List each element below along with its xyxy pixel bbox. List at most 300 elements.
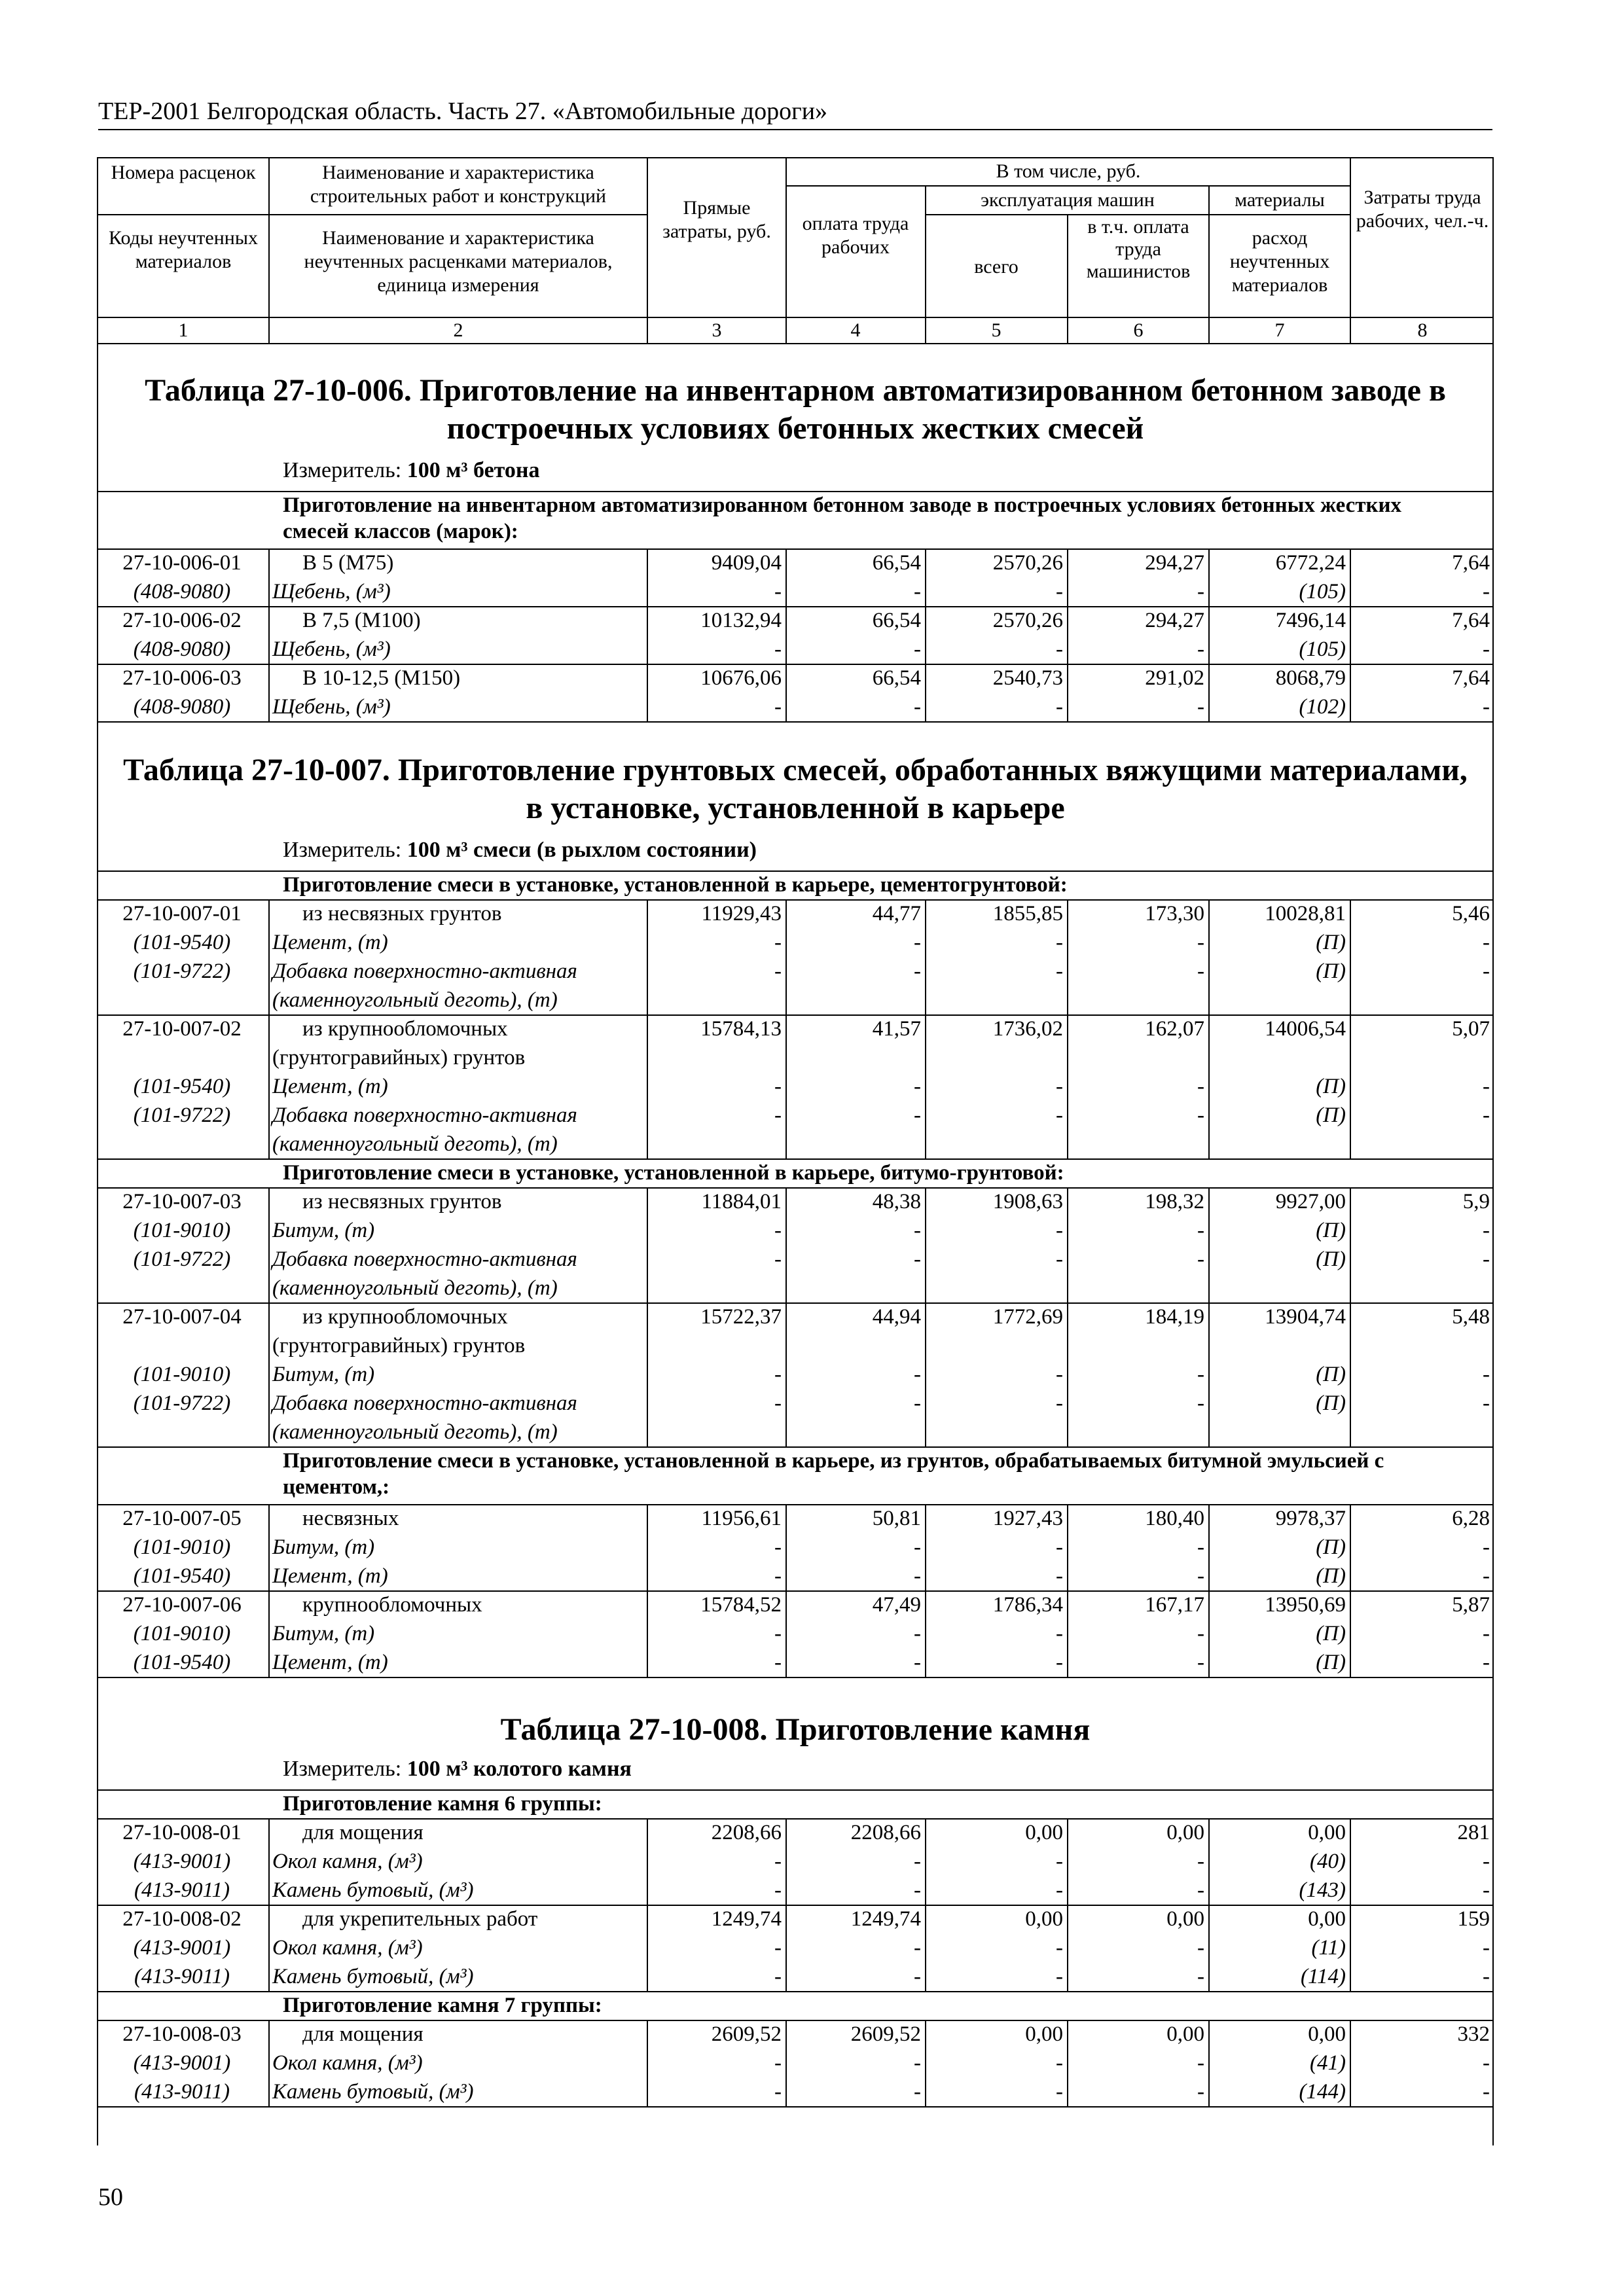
- rate-value-col7: 9978,37: [1275, 1507, 1346, 1530]
- material-code: (101-9540): [133, 1564, 231, 1588]
- rate-value-col5: 2540,73: [992, 666, 1063, 690]
- column-rule: [647, 1014, 648, 1158]
- material-name: Битум, (т): [272, 1622, 375, 1645]
- rate-value-col3: 10676,06: [700, 666, 782, 690]
- material-value-col8: -: [1483, 2080, 1490, 2104]
- material-value-col5: -: [1056, 1075, 1063, 1098]
- material-value-col4: -: [914, 1535, 921, 1559]
- column-rule: [647, 548, 648, 606]
- column-rule: [268, 1905, 270, 1991]
- rate-value-col6: 162,07: [1145, 1017, 1204, 1041]
- material-value-col5: -: [1056, 2080, 1063, 2104]
- material-value-col3: -: [774, 1363, 782, 1386]
- table-rule: [97, 1677, 1494, 1678]
- material-value-col6: -: [1197, 2080, 1204, 2104]
- rate-value-col7: 9927,00: [1275, 1190, 1346, 1213]
- rate-code: 27-10-008-01: [122, 1821, 242, 1844]
- rate-name: из крупнообломочных: [302, 1305, 508, 1329]
- column-rule: [785, 606, 787, 664]
- column-rule: [1067, 899, 1068, 1014]
- rate-code: 27-10-008-03: [122, 2022, 242, 2046]
- column-rule: [268, 2020, 270, 2106]
- rate-value-col3: 11956,61: [701, 1507, 782, 1530]
- column-rule: [1350, 548, 1351, 606]
- rate-value-col7: 0,00: [1308, 2022, 1346, 2046]
- header-divider: [925, 185, 926, 344]
- header-machines-wages: в т.ч. оплата труда машинистов: [1086, 216, 1191, 282]
- column-rule: [1067, 1905, 1068, 1991]
- material-value-col4: -: [914, 1363, 921, 1386]
- column-rule: [647, 1590, 648, 1677]
- material-value-col6: -: [1197, 1247, 1204, 1271]
- material-value-col3: -: [774, 960, 782, 983]
- material-value-col7: (105): [1299, 580, 1346, 603]
- measurer-value: 100 м³ смеси (в рыхлом состоянии): [406, 838, 757, 862]
- rate-value-col8: 7,64: [1452, 609, 1490, 632]
- material-code: (408-9080): [133, 695, 231, 719]
- material-value-col7: (П): [1316, 1535, 1346, 1559]
- rate-value-col7: 0,00: [1308, 1821, 1346, 1844]
- column-rule: [647, 1504, 648, 1590]
- rate-name-cont: (грунтогравийных) грунтов: [272, 1334, 526, 1357]
- column-rule: [268, 548, 270, 606]
- material-value-col3: -: [774, 1965, 782, 1988]
- material-value-col8: -: [1483, 695, 1490, 719]
- material-value-col7: (П): [1316, 1651, 1346, 1674]
- column-rule: [268, 1818, 270, 1905]
- material-name: Окол камня, (м³): [272, 2051, 423, 2075]
- header-num-8: 8: [1417, 319, 1428, 341]
- column-rule: [785, 1187, 787, 1302]
- page-number: 50: [98, 2183, 123, 2211]
- rate-value-col5: 0,00: [1025, 1821, 1063, 1844]
- rate-value-col8: 7,64: [1452, 666, 1490, 690]
- rate-value-col7: 13904,74: [1265, 1305, 1346, 1329]
- material-value-col4: -: [914, 2080, 921, 2104]
- column-rule: [268, 1590, 270, 1677]
- column-rule: [1067, 1302, 1068, 1446]
- rate-code: 27-10-007-05: [122, 1507, 242, 1530]
- column-rule: [1208, 1014, 1210, 1158]
- rate-value-col6: 294,27: [1145, 609, 1204, 632]
- material-value-col7: (41): [1310, 2051, 1346, 2075]
- column-rule: [1208, 1905, 1210, 1991]
- material-value-col5: -: [1056, 1103, 1063, 1127]
- material-name: Камень бутовый, (м³): [272, 1878, 474, 1902]
- material-value-col4: -: [914, 1219, 921, 1242]
- material-name: Добавка поверхностно-активная: [272, 960, 577, 983]
- rate-name: из несвязных грунтов: [302, 1190, 502, 1213]
- material-value-col4: -: [914, 931, 921, 954]
- rate-value-col3: 10132,94: [700, 609, 782, 632]
- rate-value-col4: 1249,74: [850, 1907, 921, 1931]
- column-rule: [925, 2020, 926, 2106]
- column-rule: [925, 1818, 926, 1905]
- header-col2-top: Наименование и характеристика строительных работ и конструкций: [310, 162, 607, 207]
- material-name-cont: (каменноугольный деготь), (т): [272, 1276, 558, 1300]
- column-rule: [925, 1014, 926, 1158]
- rate-value-col6: 0,00: [1166, 1821, 1204, 1844]
- rate-name: из несвязных грунтов: [302, 902, 502, 925]
- rate-code: 27-10-006-01: [122, 551, 242, 575]
- material-value-col3: -: [774, 931, 782, 954]
- column-rule: [268, 606, 270, 664]
- material-value-col6: -: [1197, 1219, 1204, 1242]
- table-measurer: [283, 458, 540, 483]
- material-value-col3: -: [774, 695, 782, 719]
- table-rule: [97, 2106, 1494, 2108]
- measurer-label: Измеритель:: [283, 838, 407, 862]
- rate-value-col4: 48,38: [872, 1190, 921, 1213]
- material-name-cont: (каменноугольный деготь), (т): [272, 988, 558, 1012]
- material-value-col4: -: [914, 960, 921, 983]
- material-value-col6: -: [1197, 1103, 1204, 1127]
- rate-value-col6: 0,00: [1166, 2022, 1204, 2046]
- rate-value-col7: 0,00: [1308, 1907, 1346, 1931]
- material-value-col4: -: [914, 637, 921, 661]
- column-rule: [785, 1014, 787, 1158]
- column-rule: [1350, 1818, 1351, 1905]
- rate-code: 27-10-007-02: [122, 1017, 242, 1041]
- header-col3: Прямые затраты, руб.: [662, 197, 771, 242]
- material-name: Цемент, (т): [272, 1075, 388, 1098]
- material-value-col8: -: [1483, 1219, 1490, 1242]
- material-value-col4: -: [914, 1622, 921, 1645]
- material-value-col3: -: [774, 637, 782, 661]
- column-rule: [1208, 899, 1210, 1014]
- material-value-col7: (П): [1316, 960, 1346, 983]
- column-rule: [1350, 664, 1351, 721]
- rate-value-col3: 1249,74: [711, 1907, 782, 1931]
- rate-value-col5: 1786,34: [992, 1593, 1063, 1617]
- column-rule: [1208, 548, 1210, 606]
- column-rule: [785, 899, 787, 1014]
- rate-value-col6: 198,32: [1145, 1190, 1204, 1213]
- material-code: (101-9010): [133, 1363, 231, 1386]
- rate-name: для мощения: [302, 1821, 424, 1844]
- rate-value-col4: 44,94: [872, 1305, 921, 1329]
- material-value-col3: -: [774, 2051, 782, 2075]
- material-code: (101-9540): [133, 1075, 231, 1098]
- rate-value-col4: 66,54: [872, 551, 921, 575]
- header-incl: В том числе, руб.: [996, 160, 1141, 182]
- material-value-col6: -: [1197, 1075, 1204, 1098]
- material-value-col6: -: [1197, 695, 1204, 719]
- material-code: (413-9001): [133, 1936, 231, 1960]
- material-value-col6: -: [1197, 931, 1204, 954]
- material-value-col6: -: [1197, 1363, 1204, 1386]
- material-name: Камень бутовый, (м³): [272, 1965, 474, 1988]
- rate-value-col4: 50,81: [872, 1507, 921, 1530]
- material-value-col4: -: [914, 2051, 921, 2075]
- column-rule: [1067, 2020, 1068, 2106]
- material-value-col8: -: [1483, 1535, 1490, 1559]
- material-value-col7: (П): [1316, 1363, 1346, 1386]
- material-value-col3: -: [774, 1936, 782, 1960]
- material-value-col8: -: [1483, 1622, 1490, 1645]
- column-rule: [925, 548, 926, 606]
- rate-code: 27-10-008-02: [122, 1907, 242, 1931]
- column-rule: [647, 1187, 648, 1302]
- material-name: Добавка поверхностно-активная: [272, 1391, 577, 1415]
- column-rule: [647, 606, 648, 664]
- column-rule: [268, 1504, 270, 1590]
- material-code: (413-9001): [133, 1850, 231, 1873]
- material-name-cont: (каменноугольный деготь), (т): [272, 1132, 558, 1156]
- material-value-col4: -: [914, 1075, 921, 1098]
- material-value-col6: -: [1197, 1850, 1204, 1873]
- material-name: Цемент, (т): [272, 1564, 388, 1588]
- header-col2-bottom: Наименование и характеристика неучтенных расценками материалов, единица измерения: [304, 227, 613, 296]
- material-value-col8: -: [1483, 1247, 1490, 1271]
- material-value-col7: (П): [1316, 1564, 1346, 1588]
- material-value-col7: (П): [1316, 1622, 1346, 1645]
- material-value-col8: -: [1483, 1391, 1490, 1415]
- material-value-col6: -: [1197, 1878, 1204, 1902]
- material-value-col3: -: [774, 1622, 782, 1645]
- header-machines: эксплуатация машин: [981, 189, 1155, 211]
- material-value-col5: -: [1056, 1247, 1063, 1271]
- material-value-col5: -: [1056, 1219, 1063, 1242]
- column-rule: [785, 1504, 787, 1590]
- rate-value-col3: 15722,37: [700, 1305, 782, 1329]
- column-rule: [1208, 1818, 1210, 1905]
- header-num-5: 5: [991, 319, 1001, 341]
- material-value-col5: -: [1056, 1965, 1063, 1988]
- column-rule: [1067, 1504, 1068, 1590]
- column-rule: [1067, 1014, 1068, 1158]
- column-rule: [647, 899, 648, 1014]
- column-rule: [268, 1014, 270, 1158]
- material-name: Цемент, (т): [272, 1651, 388, 1674]
- material-value-col3: -: [774, 1103, 782, 1127]
- material-name: Окол камня, (м³): [272, 1850, 423, 1873]
- rate-code: 27-10-006-03: [122, 666, 242, 690]
- material-value-col3: -: [774, 1247, 782, 1271]
- material-value-col6: -: [1197, 1622, 1204, 1645]
- material-value-col3: -: [774, 1219, 782, 1242]
- material-value-col8: -: [1483, 1936, 1490, 1960]
- column-rule: [925, 1187, 926, 1302]
- rate-name-cont: (грунтогравийных) грунтов: [272, 1046, 526, 1069]
- header-divider: [97, 317, 1494, 318]
- header-divider: [1067, 214, 1068, 344]
- material-value-col5: -: [1056, 2051, 1063, 2075]
- material-value-col8: -: [1483, 1878, 1490, 1902]
- column-rule: [1208, 664, 1210, 721]
- rate-value-col6: 294,27: [1145, 551, 1204, 575]
- material-value-col8: -: [1483, 637, 1490, 661]
- rate-code: 27-10-006-02: [122, 609, 242, 632]
- rate-name: для укрепительных работ: [302, 1907, 538, 1931]
- column-rule: [785, 1905, 787, 1991]
- column-rule: [785, 548, 787, 606]
- header-num-3: 3: [712, 319, 722, 341]
- rate-value-col4: 47,49: [872, 1593, 921, 1617]
- material-name: Цемент, (т): [272, 931, 388, 954]
- rate-value-col5: 1772,69: [992, 1305, 1063, 1329]
- column-rule: [785, 1818, 787, 1905]
- rate-value-col5: 2570,26: [992, 609, 1063, 632]
- rate-name: из крупнообломочных: [302, 1017, 508, 1041]
- rate-value-col5: 2570,26: [992, 551, 1063, 575]
- section-heading: Приготовление смеси в установке, установленной в карьере, битумо-грунтовой:: [283, 1161, 1064, 1185]
- column-rule: [1067, 606, 1068, 664]
- material-value-col3: -: [774, 1850, 782, 1873]
- material-name: Добавка поверхностно-активная: [272, 1247, 577, 1271]
- material-code: (101-9010): [133, 1219, 231, 1242]
- material-value-col6: -: [1197, 1535, 1204, 1559]
- material-code: (413-9011): [134, 1878, 230, 1902]
- material-name: Щебень, (м³): [272, 580, 391, 603]
- column-rule: [925, 1905, 926, 1991]
- column-rule: [1350, 1504, 1351, 1590]
- measurer-value: 100 м³ колотого камня: [406, 1757, 632, 1781]
- material-value-col8: -: [1483, 1075, 1490, 1098]
- material-code: (413-9001): [133, 2051, 231, 2075]
- rate-name: крупнообломочных: [302, 1593, 482, 1617]
- rate-value-col3: 9409,04: [711, 551, 782, 575]
- header-col1-top: Номера расценок: [111, 162, 256, 183]
- header-num-7: 7: [1274, 319, 1285, 341]
- rate-name: В 10-12,5 (М150): [302, 666, 461, 690]
- header-divider: [97, 214, 647, 215]
- column-rule: [1067, 1818, 1068, 1905]
- material-value-col7: (П): [1316, 1391, 1346, 1415]
- rate-code: 27-10-007-06: [122, 1593, 242, 1617]
- material-name: Щебень, (м³): [272, 637, 391, 661]
- column-rule: [1208, 1590, 1210, 1677]
- column-rule: [1067, 548, 1068, 606]
- table-title: Таблица 27-10-008. Приготовление камня: [500, 1712, 1091, 1747]
- rate-value-col4: 2208,66: [850, 1821, 921, 1844]
- section-heading: Приготовление на инвентарном автоматизированном бетонном заводе в построечных условиях бетонных жестких смесей классов (марок):: [283, 493, 1402, 543]
- material-value-col5: -: [1056, 1622, 1063, 1645]
- rate-value-col5: 1855,85: [992, 902, 1063, 925]
- rate-value-col8: 332: [1457, 2022, 1490, 2046]
- column-rule: [647, 1818, 648, 1905]
- material-code: (408-9080): [133, 580, 231, 603]
- material-name: Камень бутовый, (м³): [272, 2080, 474, 2104]
- rate-value-col3: 2609,52: [711, 2022, 782, 2046]
- material-value-col3: -: [774, 1878, 782, 1902]
- material-value-col8: -: [1483, 931, 1490, 954]
- material-value-col8: -: [1483, 1363, 1490, 1386]
- material-value-col7: (144): [1299, 2080, 1346, 2104]
- material-value-col7: (11): [1311, 1936, 1346, 1960]
- material-value-col6: -: [1197, 1936, 1204, 1960]
- material-code: (101-9722): [133, 1247, 231, 1271]
- header-materials: материалы: [1235, 189, 1325, 211]
- material-value-col7: (П): [1316, 1219, 1346, 1242]
- header-rule: [98, 129, 1492, 130]
- running-head: ТЕР-2001 Белгородская область. Часть 27. «Автомобильные дороги»: [98, 98, 828, 125]
- rate-value-col3: 15784,13: [700, 1017, 782, 1041]
- material-value-col3: -: [774, 1075, 782, 1098]
- material-value-col8: -: [1483, 1103, 1490, 1127]
- material-value-col7: (40): [1310, 1850, 1346, 1873]
- material-value-col8: -: [1483, 1850, 1490, 1873]
- rate-value-col8: 5,46: [1452, 902, 1490, 925]
- rate-name: В 5 (М75): [302, 551, 394, 575]
- rate-value-col3: 11884,01: [701, 1190, 782, 1213]
- table-title: Таблица 27-10-006. Приготовление на инвентарном автоматизированном бетонном заводе в построечных условиях бетонных жестких смесей: [145, 373, 1446, 446]
- header-materials-unacc: расход неучтенных материалов: [1229, 227, 1330, 296]
- rate-value-col4: 66,54: [872, 666, 921, 690]
- material-name: Битум, (т): [272, 1535, 375, 1559]
- rate-value-col8: 5,48: [1452, 1305, 1490, 1329]
- rate-value-col5: 1736,02: [992, 1017, 1063, 1041]
- rate-value-col7: 8068,79: [1275, 666, 1346, 690]
- material-code: (101-9010): [133, 1535, 231, 1559]
- rate-value-col3: 2208,66: [711, 1821, 782, 1844]
- material-value-col8: -: [1483, 1564, 1490, 1588]
- header-divider: [1208, 185, 1210, 344]
- material-value-col7: (П): [1316, 1247, 1346, 1271]
- column-rule: [1350, 606, 1351, 664]
- material-code: (101-9540): [133, 931, 231, 954]
- rate-value-col8: 6,28: [1452, 1507, 1490, 1530]
- rate-value-col8: 5,9: [1462, 1190, 1490, 1213]
- column-rule: [1350, 1905, 1351, 1991]
- material-value-col5: -: [1056, 1936, 1063, 1960]
- table-measurer: [283, 1757, 632, 1782]
- rate-name: для мощения: [302, 2022, 424, 2046]
- material-value-col5: -: [1056, 637, 1063, 661]
- rate-value-col6: 173,30: [1145, 902, 1204, 925]
- material-code: (101-9540): [133, 1651, 231, 1674]
- section-heading: Приготовление камня 6 группы:: [283, 1792, 602, 1816]
- column-rule: [647, 664, 648, 721]
- rate-value-col4: 2609,52: [850, 2022, 921, 2046]
- material-code: (101-9722): [133, 960, 231, 983]
- material-value-col5: -: [1056, 1878, 1063, 1902]
- measurer-label: Измеритель:: [283, 458, 407, 482]
- column-rule: [1350, 1302, 1351, 1446]
- rate-name: несвязных: [302, 1507, 399, 1530]
- rate-value-col4: 66,54: [872, 609, 921, 632]
- column-rule: [925, 1302, 926, 1446]
- rate-value-col5: 1908,63: [992, 1190, 1063, 1213]
- rate-code: 27-10-007-04: [122, 1305, 242, 1329]
- header-divider: [925, 214, 1350, 215]
- material-code: (413-9011): [134, 1965, 230, 1988]
- rate-code: 27-10-007-03: [122, 1190, 242, 1213]
- column-rule: [1208, 2020, 1210, 2106]
- rate-value-col3: 15784,52: [700, 1593, 782, 1617]
- column-rule: [925, 1504, 926, 1590]
- header-col1-bottom: Коды неучтенных материалов: [109, 227, 258, 272]
- material-value-col4: -: [914, 1965, 921, 1988]
- material-value-col8: -: [1483, 960, 1490, 983]
- material-value-col6: -: [1197, 1391, 1204, 1415]
- material-value-col5: -: [1056, 1535, 1063, 1559]
- rate-value-col6: 0,00: [1166, 1907, 1204, 1931]
- material-value-col7: (П): [1316, 1103, 1346, 1127]
- measurer-value: 100 м³ бетона: [406, 458, 540, 482]
- rate-value-col7: 14006,54: [1265, 1017, 1346, 1041]
- column-rule: [1208, 1302, 1210, 1446]
- material-name: Битум, (т): [272, 1219, 375, 1242]
- column-rule: [647, 1905, 648, 1991]
- material-value-col4: -: [914, 1391, 921, 1415]
- material-value-col8: -: [1483, 1651, 1490, 1674]
- material-value-col4: -: [914, 1878, 921, 1902]
- material-value-col8: -: [1483, 1965, 1490, 1988]
- material-value-col5: -: [1056, 931, 1063, 954]
- rate-value-col5: 1927,43: [992, 1507, 1063, 1530]
- material-value-col7: (143): [1299, 1878, 1346, 1902]
